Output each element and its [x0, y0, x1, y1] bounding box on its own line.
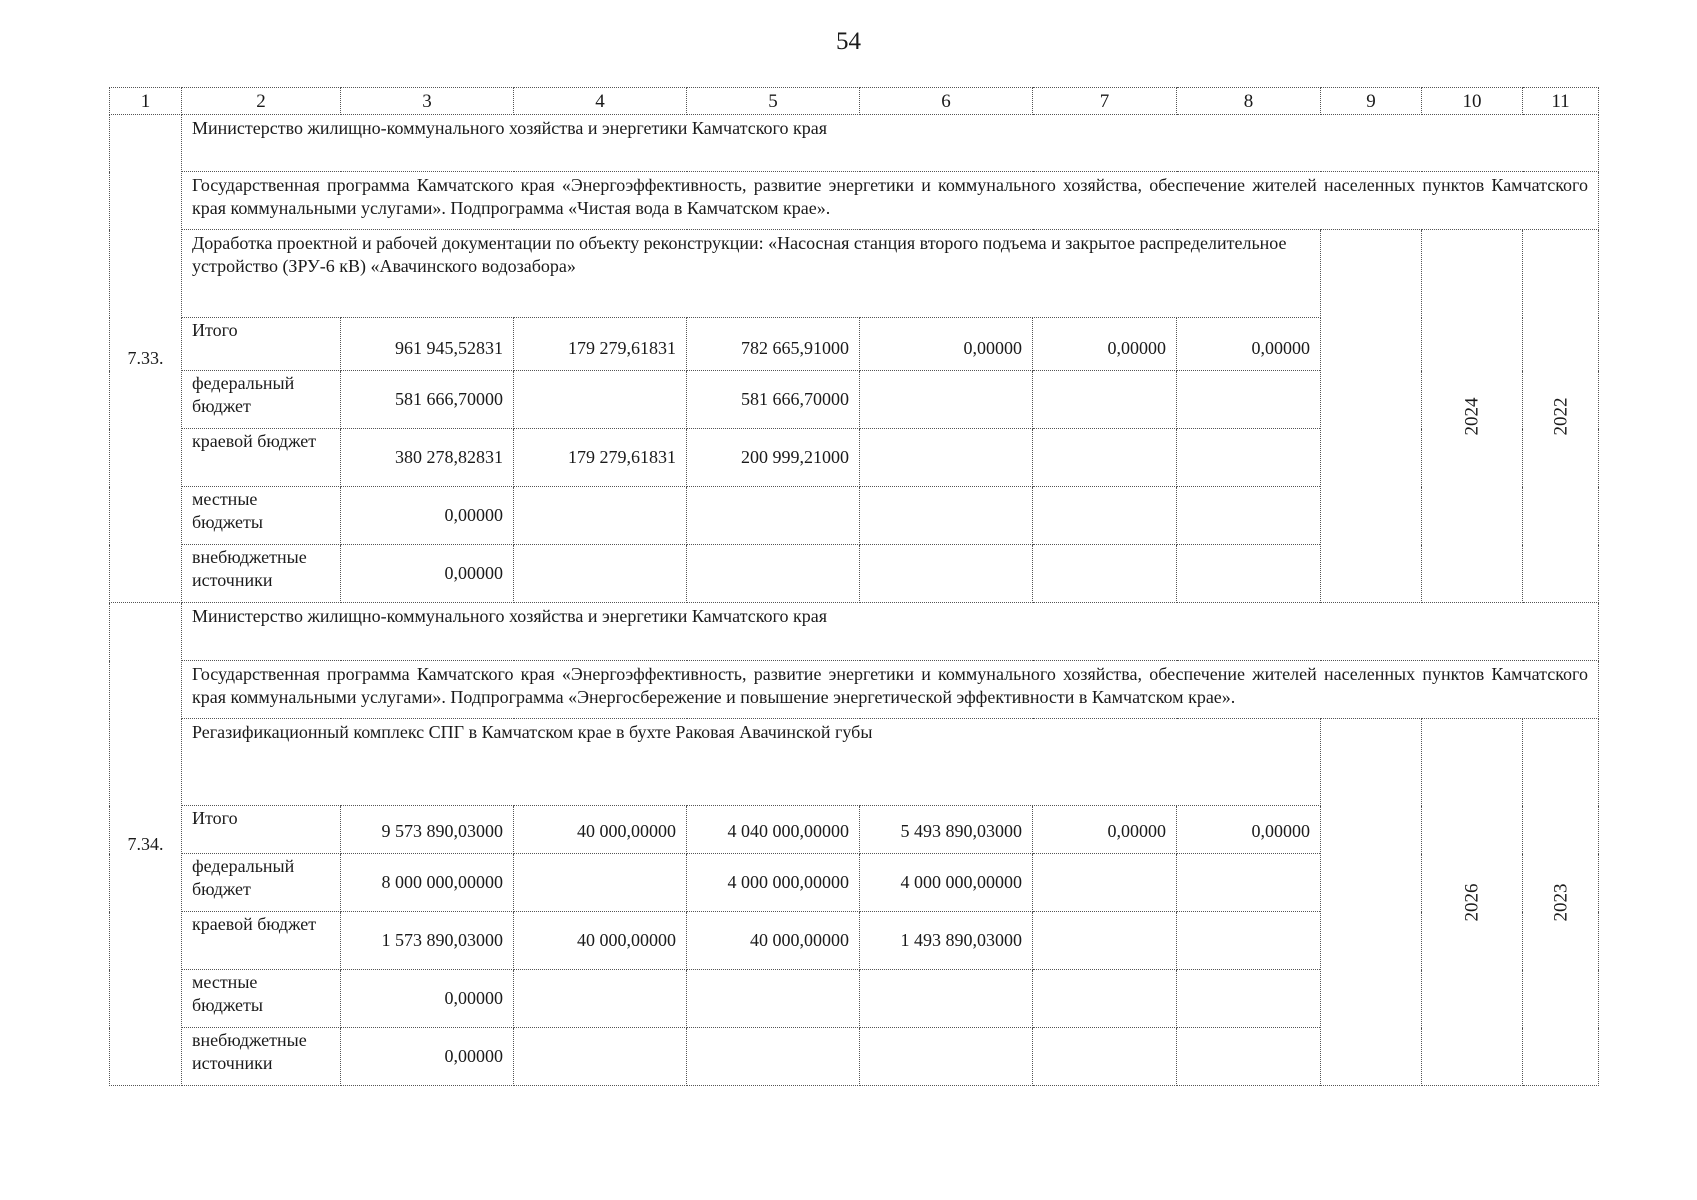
item-number: 7.33. [110, 115, 182, 603]
amount-col-3: 9 573 890,03000 [341, 806, 514, 854]
start-year [1523, 230, 1599, 603]
amount-col-8 [1177, 371, 1321, 429]
amount-col-5 [687, 1028, 860, 1086]
column-number-row [110, 88, 1599, 115]
column-number: 11 [1523, 88, 1599, 115]
column-number: 7 [1033, 88, 1177, 115]
funding-source-label: краевой бюджет [182, 912, 341, 970]
column-9-cell [1321, 719, 1422, 1086]
column-number: 8 [1177, 88, 1321, 115]
amount-col-7: 0,00000 [1033, 318, 1177, 371]
amount-col-3: 0,00000 [341, 970, 514, 1028]
column-number: 5 [687, 88, 860, 115]
program-name: Государственная программа Камчатского края «Энергоэффективность, развитие энергетики и коммунального хозяйства, обеспечение жителей населенных пунктов Камчатского края коммунальными услугами». Подпрограмма «Чистая вода в Камчатском крае». [182, 172, 1599, 230]
amount-col-6 [860, 371, 1033, 429]
item-number: 7.34. [110, 603, 182, 1086]
object-row [110, 230, 1599, 318]
amount-col-7 [1033, 854, 1177, 912]
amount-col-8 [1177, 545, 1321, 603]
object-row [110, 719, 1599, 806]
funding-source-label: местные бюджеты [182, 487, 341, 545]
amount-col-7 [1033, 545, 1177, 603]
column-number: 10 [1422, 88, 1523, 115]
funding-source-label: внебюджетные источники [182, 545, 341, 603]
amount-col-4: 179 279,61831 [514, 318, 687, 371]
funding-source-label: Итого [182, 806, 341, 854]
amount-col-7 [1033, 912, 1177, 970]
amount-col-4 [514, 1028, 687, 1086]
ministry-name: Министерство жилищно-коммунального хозяйства и энергетики Камчатского края [182, 603, 1599, 661]
amount-col-3: 0,00000 [341, 545, 514, 603]
amount-col-4 [514, 371, 687, 429]
funding-source-label: внебюджетные источники [182, 1028, 341, 1086]
ministry-name: Министерство жилищно-коммунального хозяйства и энергетики Камчатского края [182, 115, 1599, 172]
amount-col-8 [1177, 429, 1321, 487]
program-row [110, 661, 1599, 719]
amount-col-4: 179 279,61831 [514, 429, 687, 487]
amount-col-5 [687, 970, 860, 1028]
page-number: 54 [836, 28, 861, 55]
amount-col-5 [687, 545, 860, 603]
column-number: 6 [860, 88, 1033, 115]
column-number: 3 [341, 88, 514, 115]
ministry-row [110, 115, 1599, 172]
program-name: Государственная программа Камчатского края «Энергоэффективность, развитие энергетики и коммунального хозяйства, обеспечение жителей населенных пунктов Камчатского края коммунальными услугами». Подпрограмма «Энергосбережение и повышение энергетической эффективности в Камчатском крае». [182, 661, 1599, 719]
funding-source-label: краевой бюджет [182, 429, 341, 487]
start-year [1523, 719, 1599, 1086]
amount-col-4 [514, 854, 687, 912]
amount-col-7: 0,00000 [1033, 806, 1177, 854]
funding-source-label: федеральный бюджет [182, 371, 341, 429]
amount-col-3: 0,00000 [341, 487, 514, 545]
start-year-value: 2022 [1550, 397, 1571, 435]
amount-col-3: 961 945,52831 [341, 318, 514, 371]
amount-col-5: 782 665,91000 [687, 318, 860, 371]
end-year-value: 2026 [1461, 883, 1483, 921]
amount-col-3: 8 000 000,00000 [341, 854, 514, 912]
amount-col-7 [1033, 487, 1177, 545]
amount-col-6 [860, 970, 1033, 1028]
amount-col-4 [514, 970, 687, 1028]
object-name: Доработка проектной и рабочей документации по объекту реконструкции: «Насосная станция второго подъема и закрытое распределительное устройство (ЗРУ-6 кВ) «Авачинского водозабора» [182, 230, 1321, 318]
amount-col-5: 4 000 000,00000 [687, 854, 860, 912]
amount-col-8 [1177, 912, 1321, 970]
amount-col-6: 0,00000 [860, 318, 1033, 371]
amount-col-4 [514, 545, 687, 603]
amount-col-4: 40 000,00000 [514, 912, 687, 970]
amount-col-6 [860, 1028, 1033, 1086]
amount-col-7 [1033, 1028, 1177, 1086]
column-9-cell [1321, 230, 1422, 603]
end-year [1422, 719, 1523, 1086]
amount-col-7 [1033, 429, 1177, 487]
amount-col-4 [514, 487, 687, 545]
amount-col-5: 200 999,21000 [687, 429, 860, 487]
amount-col-7 [1033, 371, 1177, 429]
amount-col-8 [1177, 1028, 1321, 1086]
amount-col-8 [1177, 854, 1321, 912]
object-name: Регазификационный комплекс СПГ в Камчатском крае в бухте Раковая Авачинской губы [182, 719, 1321, 806]
amount-col-5 [687, 487, 860, 545]
amount-col-5: 4 040 000,00000 [687, 806, 860, 854]
amount-col-5: 581 666,70000 [687, 371, 860, 429]
ministry-row [110, 603, 1599, 661]
amount-col-6 [860, 487, 1033, 545]
column-number: 9 [1321, 88, 1422, 115]
amount-col-8: 0,00000 [1177, 318, 1321, 371]
amount-col-6: 5 493 890,03000 [860, 806, 1033, 854]
end-year-value: 2024 [1461, 397, 1483, 435]
amount-col-8: 0,00000 [1177, 806, 1321, 854]
amount-col-6: 1 493 890,03000 [860, 912, 1033, 970]
amount-col-7 [1033, 970, 1177, 1028]
start-year-value: 2023 [1550, 883, 1571, 921]
end-year [1422, 230, 1523, 603]
amount-col-6: 4 000 000,00000 [860, 854, 1033, 912]
column-number: 4 [514, 88, 687, 115]
amount-col-6 [860, 545, 1033, 603]
amount-col-3: 380 278,82831 [341, 429, 514, 487]
funding-source-label: Итого [182, 318, 341, 371]
funding-source-label: федеральный бюджет [182, 854, 341, 912]
column-number: 2 [182, 88, 341, 115]
amount-col-8 [1177, 970, 1321, 1028]
amount-col-4: 40 000,00000 [514, 806, 687, 854]
column-number: 1 [110, 88, 182, 115]
funding-source-label: местные бюджеты [182, 970, 341, 1028]
amount-col-3: 0,00000 [341, 1028, 514, 1086]
amount-col-5: 40 000,00000 [687, 912, 860, 970]
amount-col-8 [1177, 487, 1321, 545]
program-row [110, 172, 1599, 230]
financing-table [109, 87, 1599, 1086]
amount-col-3: 1 573 890,03000 [341, 912, 514, 970]
amount-col-6 [860, 429, 1033, 487]
amount-col-3: 581 666,70000 [341, 371, 514, 429]
